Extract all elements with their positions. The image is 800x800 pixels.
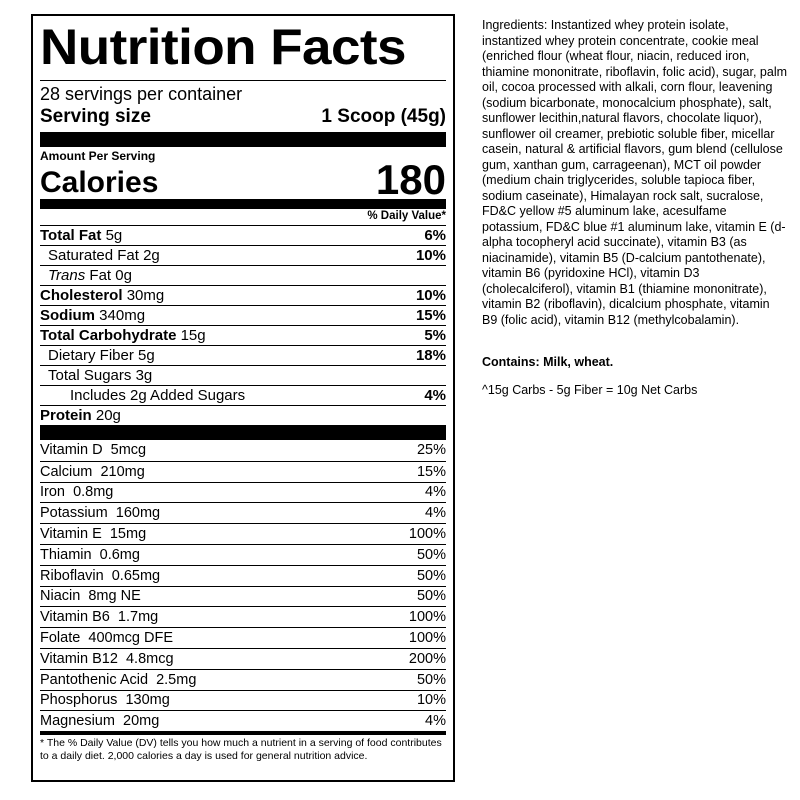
nutrient-dv: 15% bbox=[415, 307, 446, 324]
vitamin-name: Calcium bbox=[40, 463, 93, 480]
vitamin-name: Thiamin bbox=[40, 546, 92, 563]
nutrition-facts-panel bbox=[31, 14, 455, 782]
vitamin-name: Potassium bbox=[40, 505, 108, 522]
nutrient-row-total-fat bbox=[40, 225, 446, 245]
nutrient-name: Sodium bbox=[40, 307, 95, 324]
vitamin-amount: 8mg NE bbox=[88, 588, 141, 605]
vitamin-name: Vitamin B6 bbox=[40, 609, 110, 626]
vitamin-dv: 4% bbox=[425, 505, 446, 522]
nutrient-name: Total Sugars bbox=[48, 367, 132, 384]
vitamin-amount: 5mcg bbox=[110, 442, 147, 459]
nutrient-amount: 20g bbox=[95, 407, 121, 424]
nutrient-row-cholesterol bbox=[40, 285, 446, 305]
vitamin-dv: 100% bbox=[408, 526, 446, 543]
vitamin-name: Magnesium bbox=[40, 713, 115, 730]
vitamin-row bbox=[40, 710, 446, 731]
vitamin-name: Vitamin E bbox=[40, 526, 102, 543]
vitamin-name-amount bbox=[40, 464, 145, 480]
vitamin-dv: 4% bbox=[425, 484, 446, 501]
nutrient-dv: 6% bbox=[424, 227, 446, 244]
vitamin-name-amount bbox=[40, 630, 173, 646]
vitamin-dv: 50% bbox=[416, 588, 446, 605]
vitamin-amount: 0.6mg bbox=[99, 546, 140, 563]
vitamin-amount: 400mcg DFE bbox=[88, 630, 173, 647]
amount-per-serving: Amount Per Serving bbox=[40, 149, 156, 163]
vitamin-amount: 15mg bbox=[109, 526, 147, 543]
vitamin-name: Iron bbox=[40, 484, 65, 501]
nutrient-row-trans-fat bbox=[40, 265, 446, 285]
nutrient-dv: 10% bbox=[415, 247, 446, 264]
nutrient-dv: 18% bbox=[415, 347, 446, 364]
vitamin-row bbox=[40, 648, 446, 669]
contains-statement: Contains: Milk, wheat. bbox=[482, 355, 614, 369]
vitamin-name-amount bbox=[40, 588, 141, 604]
vitamin-dv: 15% bbox=[416, 463, 446, 480]
nutrient-name: Total Fat bbox=[40, 227, 102, 244]
vitamin-amount: 4.8mcg bbox=[125, 650, 174, 667]
net-carbs-note: ^15g Carbs - 5g Fiber = 10g Net Carbs bbox=[482, 383, 698, 397]
footnote: * The % Daily Value (DV) tells you how much a nutrient in a serving of food contributes to a daily diet. 2,000 calories a day is used for general nutrition advice. bbox=[40, 737, 442, 763]
serving-size-row bbox=[40, 105, 446, 129]
vitamin-amount: 1.7mg bbox=[117, 609, 159, 626]
nutrient-amount: 30mg bbox=[126, 287, 165, 304]
vitamin-row bbox=[40, 565, 446, 586]
nutrient-row-total-carbohydrate bbox=[40, 325, 446, 345]
vitamin-row bbox=[40, 502, 446, 523]
vitamin-dv: 100% bbox=[408, 630, 446, 647]
nutrient-row-total-sugars bbox=[40, 365, 446, 385]
vitamin-name-amount bbox=[40, 713, 159, 729]
vitamin-name-amount bbox=[40, 442, 146, 458]
vitamin-name: Vitamin D bbox=[40, 442, 103, 459]
vitamin-dv: 50% bbox=[416, 567, 446, 584]
label-title: Nutrition Facts bbox=[40, 19, 407, 75]
nutrient-dv: 4% bbox=[424, 387, 446, 404]
vitamin-name-amount bbox=[40, 651, 174, 667]
nutrient-name: Cholesterol bbox=[40, 287, 123, 304]
nutrient-amount: 3g bbox=[135, 367, 153, 384]
vitamin-dv: 25% bbox=[416, 442, 446, 459]
vitamin-row bbox=[40, 440, 446, 461]
vitamin-row bbox=[40, 586, 446, 607]
servings-per-container: 28 servings per container bbox=[40, 84, 243, 104]
vitamin-dv: 50% bbox=[416, 671, 446, 688]
vitamin-amount: 2.5mg bbox=[156, 671, 197, 688]
vitamin-name: Riboflavin bbox=[40, 567, 104, 584]
nutrient-row-saturated-fat bbox=[40, 245, 446, 265]
vitamin-name-amount bbox=[40, 568, 160, 584]
vitamin-name: Vitamin B12 bbox=[40, 650, 118, 667]
nutrient-amount: 340mg bbox=[99, 307, 146, 324]
nutrient-amount: 5g bbox=[138, 347, 155, 364]
nutrient-name-suffix: Fat bbox=[89, 267, 112, 284]
vitamin-row bbox=[40, 523, 446, 544]
calories-label: Calories bbox=[40, 166, 159, 199]
nutrient-row-dietary-fiber bbox=[40, 345, 446, 365]
vitamin-dv: 100% bbox=[408, 609, 446, 626]
vitamin-name-amount bbox=[40, 672, 196, 688]
vitamin-name: Folate bbox=[40, 630, 81, 647]
vitamin-amount: 130mg bbox=[125, 692, 170, 709]
vitamin-row bbox=[40, 669, 446, 690]
vitamin-name: Pantothenic Acid bbox=[40, 671, 149, 688]
vitamin-row bbox=[40, 690, 446, 711]
vitamin-name-amount bbox=[40, 609, 158, 625]
vitamin-row bbox=[40, 627, 446, 648]
vitamin-amount: 160mg bbox=[115, 505, 161, 522]
nutrient-dv: 10% bbox=[415, 287, 446, 304]
nutrient-name: Total Carbohydrate bbox=[40, 327, 177, 344]
vitamin-name-amount bbox=[40, 505, 160, 521]
vitamin-name: Niacin bbox=[40, 588, 81, 605]
vitamin-amount: 210mg bbox=[100, 463, 145, 480]
nutrient-name: Protein bbox=[40, 407, 92, 424]
vitamin-row bbox=[40, 544, 446, 565]
thick-divider bbox=[40, 425, 446, 440]
vitamin-amount: 0.65mg bbox=[111, 567, 161, 584]
nutrient-row-sodium bbox=[40, 305, 446, 325]
divider bbox=[40, 80, 446, 81]
vitamin-dv: 50% bbox=[416, 546, 446, 563]
vitamin-row bbox=[40, 606, 446, 627]
vitamin-amount: 20mg bbox=[123, 713, 160, 730]
vitamin-dv: 4% bbox=[425, 713, 446, 730]
vitamin-dv: 10% bbox=[416, 692, 446, 709]
nutrient-row-added-sugars bbox=[40, 385, 446, 405]
daily-value-header: % Daily Value* bbox=[367, 210, 446, 222]
serving-size-value: 1 Scoop (45g) bbox=[321, 106, 446, 127]
nutrient-amount: 0g bbox=[115, 267, 132, 284]
vitamin-name-amount bbox=[40, 526, 146, 542]
serving-size-label: Serving size bbox=[40, 106, 151, 127]
nutrient-name: Includes 2g Added Sugars bbox=[70, 387, 246, 404]
vitamin-row bbox=[40, 482, 446, 503]
vitamin-name-amount bbox=[40, 692, 170, 708]
vitamin-name-amount bbox=[40, 547, 140, 563]
vitamin-name: Phosphorus bbox=[40, 692, 118, 709]
nutrient-dv: 5% bbox=[424, 327, 446, 344]
vitamin-dv: 200% bbox=[408, 650, 446, 667]
calories-value: 180 bbox=[375, 156, 446, 203]
nutrient-amount: 5g bbox=[105, 227, 123, 244]
vitamin-name-amount bbox=[40, 484, 113, 500]
thick-divider bbox=[40, 132, 446, 147]
nutrient-amount: 2g bbox=[143, 247, 160, 264]
nutrient-amount: 15g bbox=[180, 327, 206, 344]
nutrient-name: Trans bbox=[48, 267, 86, 284]
vitamins-list bbox=[40, 440, 446, 731]
vitamin-row bbox=[40, 461, 446, 482]
ingredients-text: Ingredients: Instantized whey protein isolate, instantized whey protein concentrate, cookie meal (enriched flour (wheat flour, niacin, reduced iron, thiamine mononitrate, riboflavin, folic acid), sugar, palm oil, cocoa processed with alkali, corn flour, leavening (sodium bicarbonate, monocalcium phosphate), salt, sunflower lecithin,natural flavors, chocolate liquor), sunflower oil creamer, prebiotic soluble fiber, micellar casein, natural & artificial flavors, gum blend (cellulose gum, xanthan gum, carrageenan), MCT oil powder (medium chain triglycerides, soluble tapioca fiber, sodium caseinate), Himalayan rock salt, sucralose, FD&C yellow #5 aluminum lake, acesulfame potassium, FD&C blue #1 aluminum lake, vitamin E (d-alpha tocopheryl acid succinate), vitamin B3 (as niacinamide), vitamin B5 (D-calcium pantothenate), vitamin B6 (pyridoxine HCl), vitamin D3 (cholecalciferol), vitamin B1 (thiamine mononitrate), vitamin B2 (riboflavin), dicalcium phosphate, vitamin B9 (folic acid), vitamin B12 (methylcobalamin). bbox=[482, 18, 788, 327]
nutrient-name: Dietary Fiber bbox=[48, 347, 134, 364]
nutrient-row-protein bbox=[40, 405, 446, 425]
vitamin-amount: 0.8mg bbox=[73, 484, 114, 501]
nutrient-name: Saturated Fat bbox=[48, 247, 139, 264]
